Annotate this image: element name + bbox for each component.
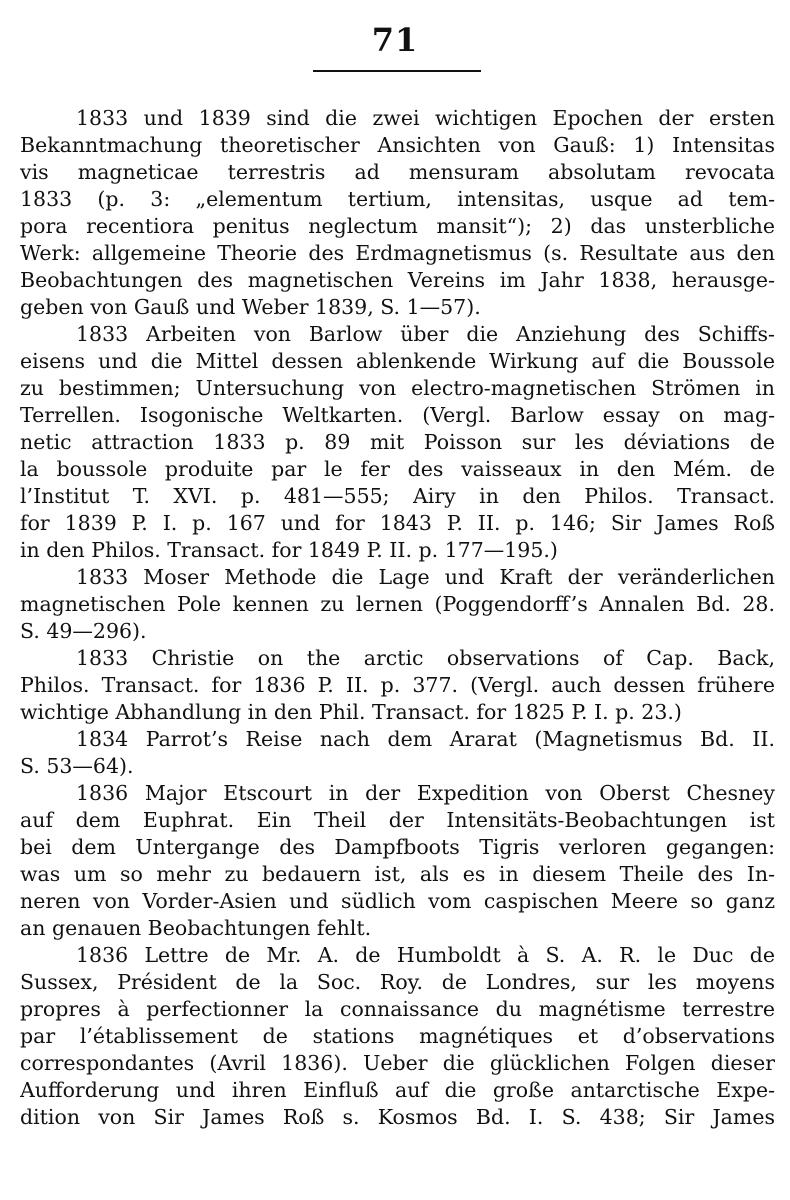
text-line: 1833 (p. 3: „elementum tertium, intensitas, usque ad tem- xyxy=(20,187,775,211)
text-line: pora recentiora penitus neglectum mansit“); 2) das unsterbliche xyxy=(20,214,775,238)
text-line: S. 49—296). xyxy=(20,619,147,643)
text-line: Werk: allgemeine Theorie des Erdmagnetismus (s. Resultate aus den xyxy=(20,241,775,265)
text-line: Aufforderung und ihren Einfluß auf die große antarctische Expe- xyxy=(20,1078,775,1102)
text-line: l’Institut T. XVI. p. 481—555; Airy in den Philos. Transact. xyxy=(20,484,775,508)
text-line: geben von Gauß und Weber 1839, S. 1—57). xyxy=(20,295,481,319)
text-line: correspondantes (Avril 1836). Ueber die glücklichen Folgen dieser xyxy=(20,1051,775,1075)
text-line: zu bestimmen; Untersuchung von electro-magnetischen Strömen in xyxy=(20,376,775,400)
page-number: 71 xyxy=(371,21,419,59)
text-body xyxy=(20,105,775,1131)
text-line: wichtige Abhandlung in den Phil. Transact. for 1825 P. I. p. 23.) xyxy=(20,700,682,724)
text-line: 1836 Major Etscourt in der Expedition von Oberst Chesney xyxy=(76,781,775,805)
text-line: eisens und die Mittel dessen ablenkende Wirkung auf die Boussole xyxy=(20,349,775,373)
text-line: 1833 Christie on the arctic observations of Cap. Back, xyxy=(76,646,775,670)
text-line: neren von Vorder-Asien und südlich vom caspischen Meere so ganz xyxy=(20,889,775,913)
text-line: 1833 Moser Methode die Lage und Kraft der veränderlichen xyxy=(76,565,775,589)
text-line: 1834 Parrot’s Reise nach dem Ararat (Magnetismus Bd. II. xyxy=(76,727,775,751)
text-line: dition von Sir James Roß s. Kosmos Bd. I. S. 438; Sir James xyxy=(20,1105,775,1129)
text-line: auf dem Euphrat. Ein Theil der Intensitäts-Beobachtungen ist xyxy=(20,808,775,832)
text-line: vis magneticae terrestris ad mensuram absolutam revocata xyxy=(20,160,775,184)
text-line: par l’établissement de stations magnétiques et d’observations xyxy=(20,1024,775,1048)
text-line: bei dem Untergange des Dampfboots Tigris verloren gegangen: xyxy=(20,835,775,859)
text-line: S. 53—64). xyxy=(20,754,134,778)
text-line: 1836 Lettre de Mr. A. de Humboldt à S. A. R. le Duc de xyxy=(76,943,775,967)
header-rule xyxy=(313,70,481,72)
text-line: magnetischen Pole kennen zu lernen (Poggendorff’s Annalen Bd. 28. xyxy=(20,592,775,616)
text-line: propres à perfectionner la connaissance du magnétisme terrestre xyxy=(20,997,775,1021)
text-line: Bekanntmachung theoretischer Ansichten von Gauß: 1) Intensitas xyxy=(20,133,775,157)
text-line: Philos. Transact. for 1836 P. II. p. 377. (Vergl. auch dessen frühere xyxy=(20,673,775,697)
text-line: Beobachtungen des magnetischen Vereins im Jahr 1838, herausge- xyxy=(20,268,775,292)
text-line: was um so mehr zu bedauern ist, als es in diesem Theile des In- xyxy=(20,862,775,886)
text-line: Terrellen. Isogonische Weltkarten. (Vergl. Barlow essay on mag- xyxy=(20,403,775,427)
text-line: la boussole produite par le fer des vaisseaux in den Mém. de xyxy=(20,457,775,481)
text-line: for 1839 P. I. p. 167 und for 1843 P. II. p. 146; Sir James Roß xyxy=(20,511,775,535)
text-line: 1833 Arbeiten von Barlow über die Anziehung des Schiffs- xyxy=(76,322,775,346)
text-line: in den Philos. Transact. for 1849 P. II. p. 177—195.) xyxy=(20,538,558,562)
text-line: netic attraction 1833 p. 89 mit Poisson sur les déviations de xyxy=(20,430,775,454)
text-line: Sussex, Président de la Soc. Roy. de Londres, sur les moyens xyxy=(20,970,775,994)
text-line: 1833 und 1839 sind die zwei wichtigen Epochen der ersten xyxy=(76,106,775,130)
text-line: an genauen Beobachtungen fehlt. xyxy=(20,916,372,940)
